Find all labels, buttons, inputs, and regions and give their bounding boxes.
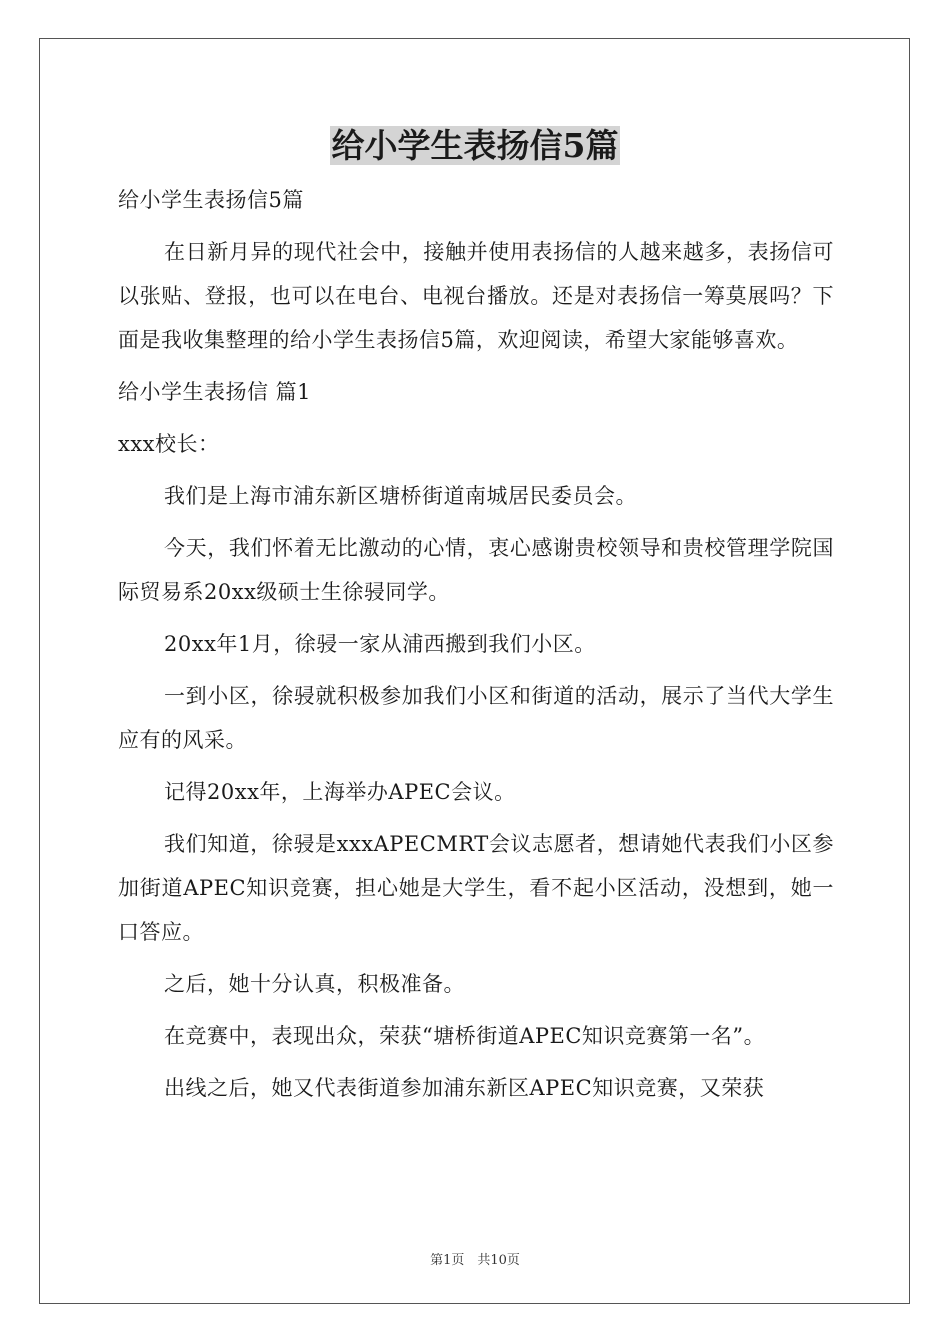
paragraph: 之后，她十分认真，积极准备。 — [164, 972, 465, 996]
paragraph: 在竞赛中，表现出众，荣获“塘桥街道APEC知识竞赛第一名”。 — [164, 1024, 766, 1048]
paragraph: 今天，我们怀着无比激动的心情，衷心感谢贵校领导和贵校管理学院国际贸易系20xx级硕士生徐骎同学。 — [118, 536, 834, 604]
salutation: xxx校长： — [118, 432, 220, 456]
paragraph: 给小学生表扬信5篇 — [118, 188, 304, 212]
document-title — [0, 124, 950, 168]
paragraph: 记得20xx年，上海举办APEC会议。 — [164, 780, 516, 804]
paragraph: 出线之后，她又代表街道参加浦东新区APEC知识竞赛，又荣获 — [164, 1076, 765, 1100]
paragraph: 一到小区，徐骎就积极参加我们小区和街道的活动，展示了当代大学生应有的风采。 — [118, 684, 834, 752]
document-title-text: 给小学生表扬信5篇 — [331, 126, 619, 165]
paragraph: 我们知道，徐骎是xxxAPECMRT会议志愿者，想请她代表我们小区参加街道APEC知识竞赛，担心她是大学生，看不起小区活动，没想到，她一口答应。 — [118, 832, 834, 944]
page-footer: 第1页 共10页 — [430, 1253, 520, 1268]
paragraph: 在日新月异的现代社会中，接触并使用表扬信的人越来越多，表扬信可以张贴、登报，也可以在电台、电视台播放。还是对表扬信一筹莫展吗？下面是我收集整理的给小学生表扬信5篇，欢迎阅读，希望大家能够喜欢。 — [118, 240, 834, 352]
section-heading: 给小学生表扬信 篇1 — [118, 380, 312, 404]
paragraph: 我们是上海市浦东新区塘桥街道南城居民委员会。 — [164, 484, 637, 508]
paragraph: 20xx年1月，徐骎一家从浦西搬到我们小区。 — [164, 632, 596, 656]
document-body — [118, 178, 834, 1118]
